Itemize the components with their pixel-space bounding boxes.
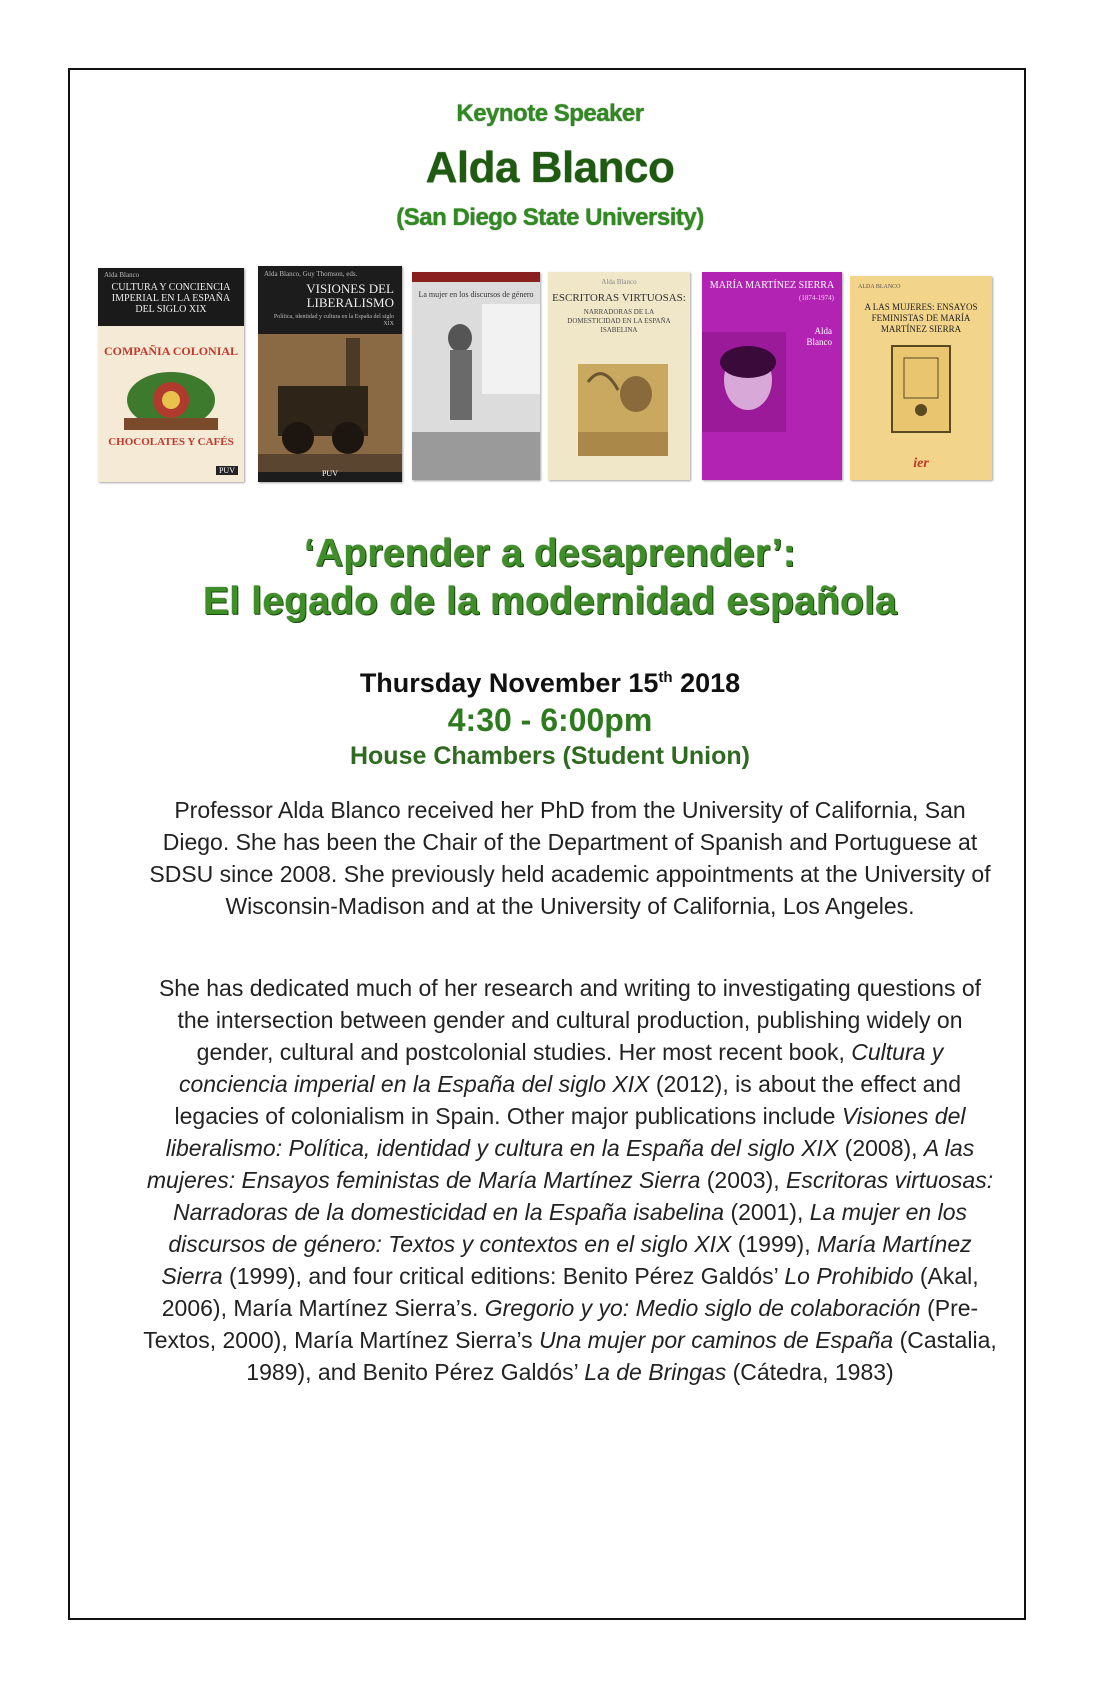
book-subtitle: NARRADORAS DE LA DOMESTICIDAD EN LA ESPAÑA ISABELINA <box>567 308 671 334</box>
book-subtitle: Política, identidad y cultura en la España del siglo XIX <box>273 314 394 327</box>
book-banner-bottom: CHOCOLATES Y CAFÉS <box>108 436 234 448</box>
bio-text: (Cátedra, 1983) <box>726 1359 894 1385</box>
book-title-italic: Visiones del liberalismo: Política, identidad y cultura en la España del siglo XIX <box>165 1103 966 1161</box>
book-illustration <box>702 272 842 480</box>
book-cover-martinez-sierra <box>702 272 842 480</box>
book-title-italic: Lo Prohibido <box>784 1263 914 1289</box>
book-illustration <box>412 272 540 480</box>
book-title: La mujer en los discursos de género <box>418 290 534 299</box>
book-author: Alda Blanco <box>806 326 832 347</box>
book-illustration <box>548 272 690 480</box>
bio-paragraph-1: Professor Alda Blanco received her PhD from the University of California, San Diego. She has been the Chair of the Department of Spanish and Portuguese at SDSU since 2008. She previously held academic appointments at the University of Wisconsin-Madison and at the University of California, Los Angeles. <box>149 797 991 919</box>
book-cover-cultura <box>98 268 244 482</box>
book-cover-escritoras <box>548 272 690 480</box>
bio-text: (2012), is about the effect and legacies of colonialism in Spain. Other major publications include <box>174 1071 962 1129</box>
lecture-title-line1: ‘Aprender a desaprender’: <box>304 532 796 575</box>
book-title: ESCRITORAS VIRTUOSAS: <box>552 292 686 304</box>
bio-text: (2003), <box>700 1167 787 1193</box>
book-author: Alda Blanco <box>601 278 637 286</box>
event-time: 4:30 - 6:00pm <box>447 702 653 738</box>
bio-paragraph-2 <box>140 972 1000 1388</box>
book-title-italic: Cultura y conciencia imperial en la España del siglo XIX <box>178 1039 944 1097</box>
speaker-name: Alda Blanco <box>425 143 675 192</box>
book-title: VISIONES DEL LIBERALISMO <box>306 281 394 310</box>
book-banner-top: COMPAÑIA COLONIAL <box>103 344 239 358</box>
book-author: ALDA BLANCO <box>858 284 901 290</box>
bio-text: (1999), and four critical editions: Benito Pérez Galdós’ <box>222 1263 785 1289</box>
keynote-label: Keynote Speaker <box>456 100 644 127</box>
book-years: (1874-1974) <box>799 294 834 302</box>
book-title-italic: A las mujeres: Ensayos feministas de María Martínez Sierra <box>146 1135 975 1193</box>
book-title-italic: Escritoras virtuosas: Narradoras de la domesticidad en la España isabelina <box>173 1167 994 1225</box>
book-title-italic: La mujer en los discursos de género: Textos y contextos en el siglo XIX <box>168 1199 967 1257</box>
book-title: MARÍA MARTÍNEZ SIERRA <box>709 280 835 291</box>
book-publisher: PUV <box>321 469 338 478</box>
lecture-title-line2: El legado de la modernidad española <box>203 580 897 623</box>
book-cover-a-las-mujeres <box>850 276 992 480</box>
book-illustration <box>98 268 244 482</box>
book-illustration <box>258 266 402 482</box>
book-publisher: ier <box>913 456 929 471</box>
book-publisher: PUV <box>216 466 238 475</box>
book-title: CULTURA Y CONCIENCIA IMPERIAL EN LA ESPAÑA DEL SIGLO XIX <box>111 282 231 315</box>
book-cover-mujer-discursos <box>412 272 540 480</box>
bio-text: (2008), <box>838 1135 924 1161</box>
bio-text: (Akal, 2006), María Martínez Sierra’s. <box>161 1263 979 1321</box>
bio-text: (Pre-Textos, 2000), María Martínez Sierra’s <box>143 1295 979 1353</box>
book-title-italic: Una mujer por caminos de España <box>539 1327 894 1353</box>
speaker-affiliation: (San Diego State University) <box>396 204 704 231</box>
book-title: A LAS MUJERES: ENSAYOS FEMINISTAS DE MARÍA MARTÍNEZ SIERRA <box>864 302 978 334</box>
book-cover-visiones <box>258 266 402 482</box>
book-illustration <box>850 276 992 480</box>
bio-text: (Castalia, 1989), and Benito Pérez Galdós’ <box>246 1327 997 1385</box>
bio-text: She has dedicated much of her research and writing to investigating questions of the intersection between gender and cultural production, publishing widely on gender, cultural and postcolonial studies. Her most recent book, <box>158 975 982 1065</box>
event-date: Thursday November 15th 2018 <box>359 668 741 698</box>
book-title-italic: Gregorio y yo: Medio siglo de colaboración <box>484 1295 921 1321</box>
book-title-italic: María Martínez Sierra <box>161 1231 972 1289</box>
book-author: Alda Blanco <box>104 271 140 279</box>
bio-text: (2001), <box>724 1199 810 1225</box>
book-title-italic: La de Bringas <box>584 1359 727 1385</box>
book-author: Alda Blanco, Guy Thomson, eds. <box>264 270 358 278</box>
event-venue: House Chambers (Student Union) <box>349 742 750 770</box>
bio-text: (1999), <box>731 1231 817 1257</box>
